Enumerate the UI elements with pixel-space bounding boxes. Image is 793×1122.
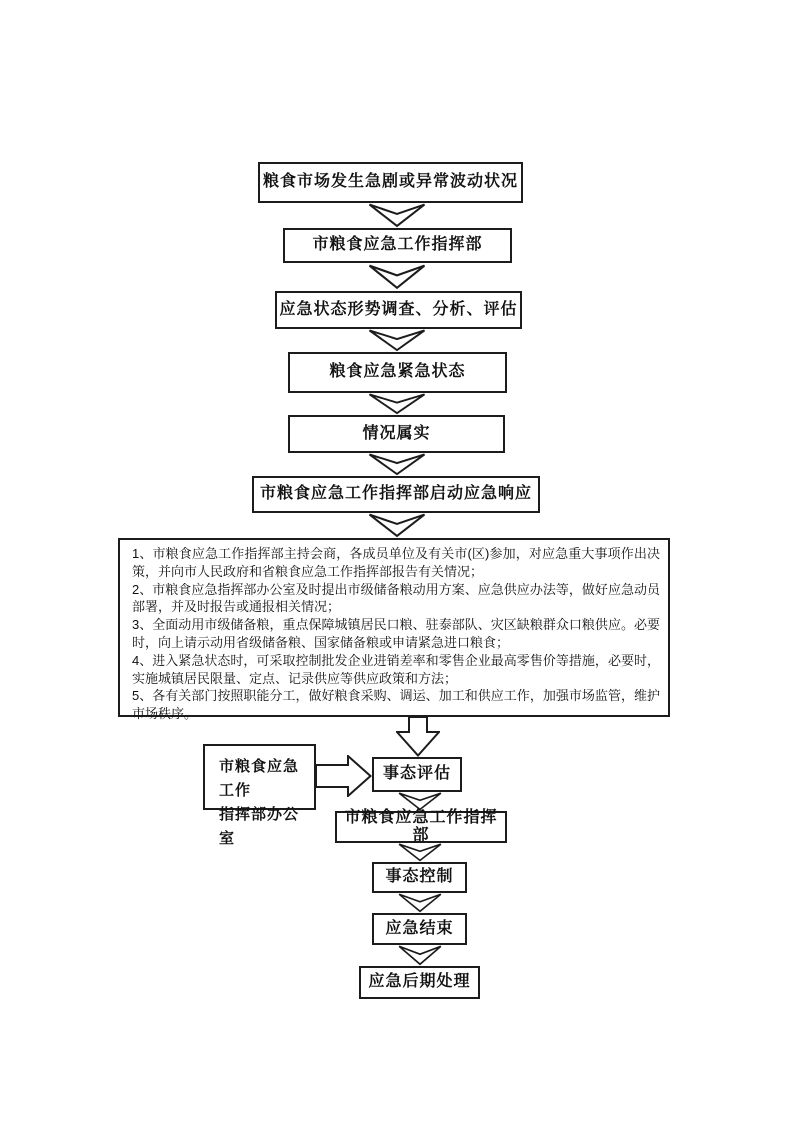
node-emergency-end bbox=[372, 913, 467, 945]
outline-right-arrow-icon bbox=[315, 755, 372, 797]
node-label: 粮食市场发生急剧或异常波动状况 bbox=[262, 173, 518, 191]
dart-down-arrow-icon bbox=[368, 264, 426, 290]
node-label: 应急结束 bbox=[385, 919, 454, 937]
node-activate-response bbox=[252, 476, 540, 513]
outline-down-arrow-icon bbox=[396, 716, 440, 757]
node-label: 市粮食应急工作指挥部 bbox=[344, 808, 498, 844]
dart-down-arrow-icon bbox=[368, 203, 426, 228]
node-command-center bbox=[283, 228, 512, 263]
node-command-center-2 bbox=[335, 808, 507, 844]
detail-item: 4、进入紧急状态时，可采取控制批发企业进销差率和零售企业最高零售价等措施，必要时，实施城镇居民限量、定点、记录供应等供应政策和方法； bbox=[132, 652, 660, 686]
node-label: 市粮食应急工作指挥部 bbox=[312, 236, 483, 254]
node-situation-verified bbox=[288, 415, 505, 453]
node-emergency-state bbox=[288, 352, 507, 393]
detail-box bbox=[118, 538, 670, 722]
dart-down-arrow-icon bbox=[398, 893, 442, 913]
dart-down-arrow-icon bbox=[398, 945, 442, 966]
detail-item: 3、全面动用市级储备粮，重点保障城镇居民口粮、驻泰部队、灾区缺粮群众口粮供应。必要时，向上请示动用省级储备粮、国家储备粮或申请紧急进口粮食； bbox=[132, 617, 660, 650]
side-box-line: 市粮食应急工作 bbox=[219, 758, 300, 799]
node-post-emergency-handling bbox=[359, 966, 480, 999]
node-situation-survey bbox=[275, 291, 522, 329]
side-box-line: 指挥部办公室 bbox=[219, 806, 300, 847]
node-label: 应急后期处理 bbox=[368, 973, 471, 991]
node-situation-control bbox=[372, 862, 467, 893]
dart-down-arrow-icon bbox=[398, 843, 442, 862]
detail-item: 5、各有关部门按照职能分工，做好粮食采购、调运、加工和供应工作，加强市场监管，维护市场秩序。 bbox=[132, 688, 660, 722]
node-label: 事态控制 bbox=[385, 868, 454, 886]
node-label: 粮食应急紧急状态 bbox=[329, 363, 466, 381]
node-label: 事态评估 bbox=[382, 765, 451, 783]
dart-down-arrow-icon bbox=[368, 393, 426, 415]
node-label: 情况属实 bbox=[362, 424, 431, 442]
detail-item: 2、市粮食应急指挥部办公室及时提出市级储备粮动用方案、应急供应办法等，做好应急动员部署，并及时报告或通报相关情况； bbox=[132, 581, 660, 615]
detail-item: 1、市粮食应急工作指挥部主持会商，各成员单位及有关市(区)参加，对应急重大事项作出决策，并向市人民政府和省粮食应急工作指挥部报告有关情况； bbox=[132, 546, 660, 579]
node-command-office bbox=[203, 744, 316, 847]
node-market-fluctuation bbox=[258, 162, 523, 203]
node-situation-assessment bbox=[372, 757, 462, 792]
node-label: 市粮食应急工作指挥部启动应急响应 bbox=[259, 485, 532, 503]
dart-down-arrow-icon bbox=[368, 453, 426, 476]
dart-down-arrow-icon bbox=[368, 329, 426, 352]
node-label: 应急状态形势调查、分析、评估 bbox=[279, 300, 518, 318]
dart-down-arrow-icon bbox=[368, 513, 426, 538]
